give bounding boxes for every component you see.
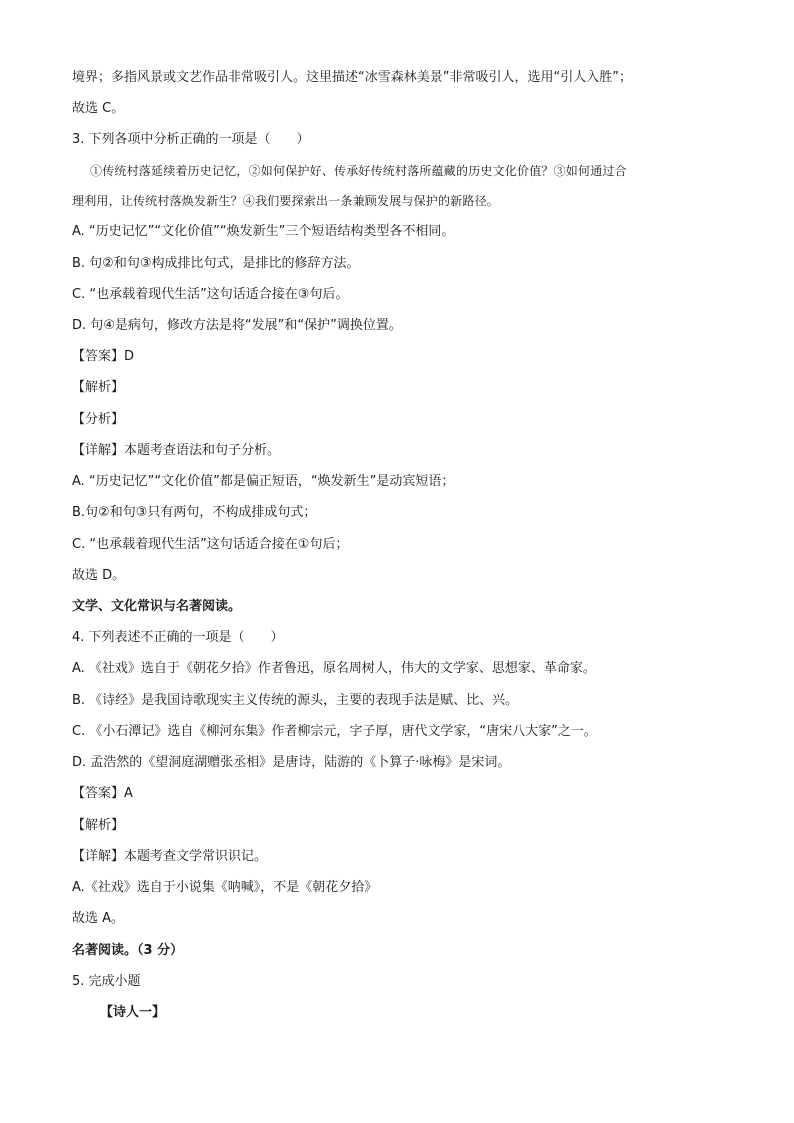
fenxi-label: 【分析】 (72, 412, 125, 427)
detail-label: 【详解】本题考查语法和句子分析。 (72, 443, 281, 458)
text-line: 境界；多指风景或文艺作品非常吸引人。这里描述“冰雪森林美景”非常吸引人，选用“引人入胜”； (72, 70, 632, 85)
question-5-stem: 5. 完成小题 (72, 974, 141, 989)
text-line: 故选 C。 (72, 101, 125, 116)
question-3-stem: 3. 下列各项中分析正确的一项是（ ） (72, 132, 310, 147)
text-line: A. “历史记忆”“文化价值”都是偏正短语，“焕发新生”是动宾短语； (72, 474, 455, 489)
text-line: 故选 A。 (72, 911, 125, 926)
quote-line: ①传统村落延续着历史记忆，②如何保护好、传承好传统村落所蕴藏的历史文化价值？③如何通过合 (90, 164, 627, 178)
option-d: D. 孟浩然的《望洞庭湖赠张丞相》是唐诗，陆游的《卜算子·咏梅》是宋词。 (72, 755, 511, 770)
option-b: B. 《诗经》是我国诗歌现实主义传统的源头，主要的表现手法是赋、比、兴。 (72, 693, 519, 708)
option-c: C. “也承载着现代生活”这句话适合接在③句后。 (72, 287, 349, 302)
text-line: C. “也承载着现代生活”这句话适合接在①句后； (72, 537, 349, 552)
option-a: A. 《社戏》选自于《朝花夕拾》作者鲁迅，原名周树人，伟大的文学家、思想家、革命家。 (72, 661, 596, 676)
text-line: B.句②和句③只有两句，不构成排成句式； (72, 505, 317, 520)
poet-heading: 【诗人一】 (100, 1005, 166, 1020)
analysis-label: 【解析】 (72, 380, 125, 395)
option-c: C. 《小石潭记》选自《柳河东集》作者柳宗元，字子厚，唐代文学家，“唐宋八大家”之一。 (72, 724, 597, 739)
text-line: 故选 D。 (72, 568, 126, 583)
option-b: B. 句②和句③构成排比句式，是排比的修辞方法。 (72, 256, 360, 271)
section-heading: 文学、文化常识与名著阅读。 (72, 599, 242, 614)
analysis-label: 【解析】 (72, 818, 125, 833)
quote-line: 理利用，让传统村落焕发新生？④我们要探索出一条兼顾发展与保护的新路径。 (72, 194, 500, 208)
option-a: A. “历史记忆”“文化价值”“焕发新生”三个短语结构类型各不相同。 (72, 224, 455, 239)
question-4-stem: 4. 下列表述不正确的一项是（ ） (72, 630, 284, 645)
answer-label: 【答案】D (72, 349, 135, 364)
detail-label: 【详解】本题考查文学常识识记。 (72, 849, 268, 864)
option-d: D. 句④是病句，修改方法是将“发展”和“保护”调换位置。 (72, 318, 402, 333)
text-line: A.《社戏》选自于小说集《呐喊》，不是《朝花夕拾》 (72, 880, 378, 895)
answer-label: 【答案】A (72, 786, 133, 801)
section-heading: 名著阅读。（3 分） (72, 943, 184, 958)
